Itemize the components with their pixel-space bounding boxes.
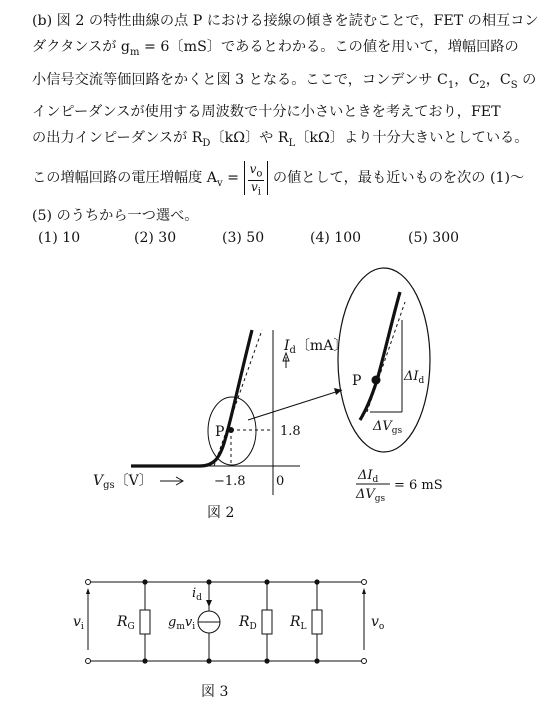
ratio-denominator: $\Delta V_{gs}$ [356,487,386,504]
question-line-4: インピーダンスが使用する周波数で十分に小さいときを考えており，FET [32,103,501,120]
y-tick-label: 1.8 [280,424,301,439]
x-axis-label: $V_{gs}$〔V〕 [93,473,153,491]
choice-2[interactable]: (2) 30 [134,230,177,246]
choice-3[interactable]: (3) 50 [222,230,265,246]
vi-label: $v_i$ [73,614,84,632]
delta-vgs-label: $\Delta V_{gs}$ [373,419,403,436]
abs-fraction: $\frac{v_o}{v_i}$ [244,161,269,195]
choice-1[interactable]: (1) 10 [38,230,81,246]
vo-label: $v_o$ [371,614,385,632]
choice-4[interactable]: (4) 100 [310,230,362,246]
figure-3-caption: 図 3 [201,684,229,700]
question-line-1: (b) 図 2 の特性曲線の点 P における接線の傾きを読むことで，FET の相互コン [32,13,539,29]
rd-label: $R_D$ [239,614,257,632]
question-line-5: の出力インピーダンスが $R_D$〔kΩ〕や $R_L$〔kΩ〕より十分大きいとしている。 [32,130,529,150]
vi-arrow-icon [86,588,90,594]
question-line-7: (5) のうちから一つ選べ。 [32,208,199,225]
choice-5[interactable]: (5) 300 [408,230,460,246]
rl-label: $R_L$ [290,614,307,632]
characteristic-curve [131,330,252,466]
question-line-2: ダクタンスが $g_m = 6$〔mS〕であるとわかる。この値を用いて，増幅回路の [32,39,519,59]
x-tick-label: −1.8 [214,474,246,489]
source-label: $g_mv_i$ [168,615,196,632]
ratio-value: = 6 mS [394,478,443,493]
zoom-point-label: P [352,373,362,389]
figure-2-caption: 図 2 [207,505,235,521]
point-p-label: P [215,424,225,440]
delta-id-label: $\Delta I_d$ [404,369,425,386]
y-axis-label: $I_d$〔mA〕 [284,338,348,356]
point-p-marker [228,427,234,433]
id-label: $i_d$ [192,586,202,603]
zoom-point-marker [372,376,381,385]
id-arrow-icon [206,600,212,607]
question-line-3: 小信号交流等価回路をかくと図 3 となる。ここで，コンデンサ $C_1$，$C_2$，$C_S$ の [32,71,537,91]
ratio-numerator: $\Delta I_d$ [358,468,379,485]
vo-arrow-icon [362,588,366,594]
question-line-6: この増幅回路の電圧増幅度 $A_v$ = $\frac{v_o}{v_i}$ の値として，最も近いものを次の (1)～ [32,161,525,198]
origin-label: 0 [276,474,285,489]
zoom-curve [360,292,400,420]
rg-label: $R_G$ [117,614,135,632]
